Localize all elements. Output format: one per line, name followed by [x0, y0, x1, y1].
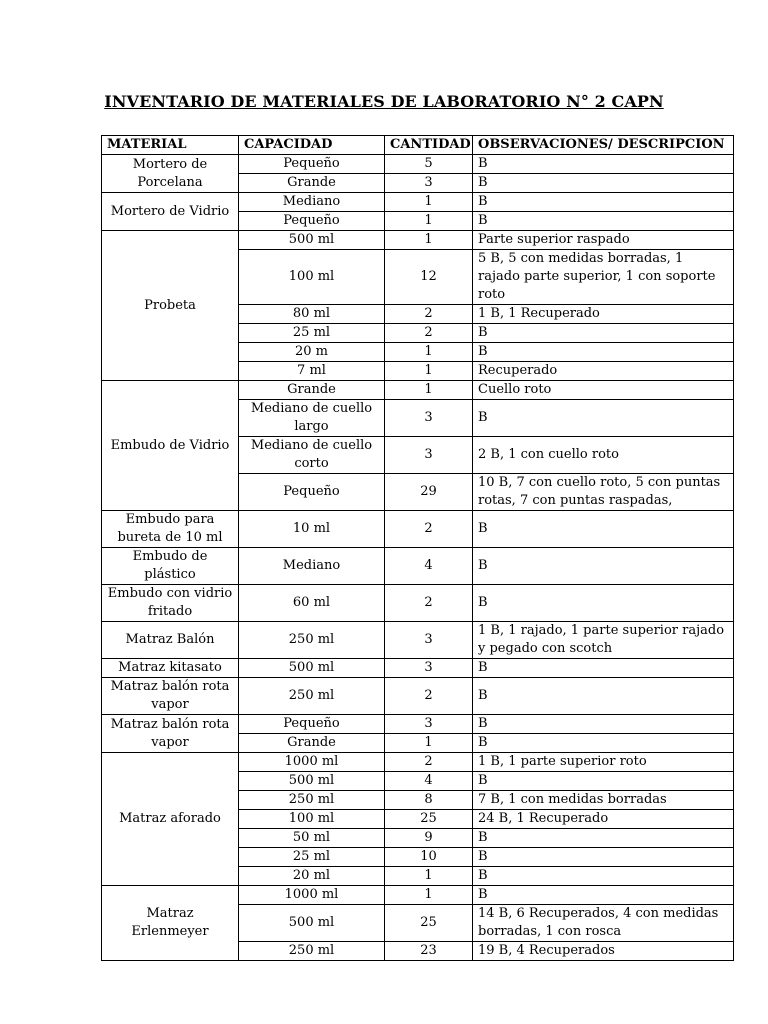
cantidad-cell: 29	[385, 474, 473, 511]
capacidad-cell: 20 m	[239, 343, 385, 362]
observaciones-cell: B	[473, 400, 734, 437]
observaciones-cell: 5 B, 5 con medidas borradas, 1 rajado parte superior, 1 con soporte roto	[473, 250, 734, 305]
observaciones-cell: B	[473, 343, 734, 362]
cantidad-cell: 25	[385, 810, 473, 829]
observaciones-cell: B	[473, 848, 734, 867]
capacidad-cell: 1000 ml	[239, 753, 385, 772]
cantidad-cell: 2	[385, 305, 473, 324]
capacidad-cell: 250 ml	[239, 622, 385, 659]
observaciones-cell: 10 B, 7 con cuello roto, 5 con puntas rotas, 7 con puntas raspadas,	[473, 474, 734, 511]
header-capacidad: CAPACIDAD	[239, 136, 385, 155]
material-cell: Embudo de Vidrio	[102, 381, 239, 511]
cantidad-cell: 3	[385, 400, 473, 437]
cantidad-cell: 5	[385, 155, 473, 174]
cantidad-cell: 2	[385, 324, 473, 343]
capacidad-cell: 25 ml	[239, 324, 385, 343]
observaciones-cell: Cuello roto	[473, 381, 734, 400]
capacidad-cell: 25 ml	[239, 848, 385, 867]
capacidad-cell: 10 ml	[239, 511, 385, 548]
material-cell: Probeta	[102, 231, 239, 381]
cantidad-cell: 12	[385, 250, 473, 305]
observaciones-cell: B	[473, 678, 734, 715]
header-material: MATERIAL	[102, 136, 239, 155]
header-cantidad: CANTIDAD	[385, 136, 473, 155]
capacidad-cell: Grande	[239, 174, 385, 193]
cantidad-cell: 10	[385, 848, 473, 867]
observaciones-cell: B	[473, 511, 734, 548]
observaciones-cell: Parte superior raspado	[473, 231, 734, 250]
table-header	[102, 136, 734, 155]
capacidad-cell: Pequeño	[239, 155, 385, 174]
observaciones-cell: B	[473, 585, 734, 622]
observaciones-cell: B	[473, 659, 734, 678]
capacidad-cell: 1000 ml	[239, 886, 385, 905]
table-row	[102, 548, 734, 585]
observaciones-cell: B	[473, 715, 734, 734]
observaciones-cell: B	[473, 772, 734, 791]
observaciones-cell: B	[473, 886, 734, 905]
capacidad-cell: 50 ml	[239, 829, 385, 848]
table-row	[102, 659, 734, 678]
observaciones-cell: 1 B, 1 parte superior roto	[473, 753, 734, 772]
table-row	[102, 155, 734, 174]
capacidad-cell: 250 ml	[239, 942, 385, 961]
observaciones-cell: B	[473, 324, 734, 343]
material-cell: Matraz Balón	[102, 622, 239, 659]
observaciones-cell: 2 B, 1 con cuello roto	[473, 437, 734, 474]
capacidad-cell: 100 ml	[239, 810, 385, 829]
cantidad-cell: 1	[385, 867, 473, 886]
observaciones-cell: B	[473, 829, 734, 848]
capacidad-cell: 500 ml	[239, 659, 385, 678]
material-cell: Embudo para bureta de 10 ml	[102, 511, 239, 548]
cantidad-cell: 3	[385, 622, 473, 659]
cantidad-cell: 2	[385, 585, 473, 622]
capacidad-cell: Pequeño	[239, 715, 385, 734]
capacidad-cell: Grande	[239, 734, 385, 753]
material-cell: Matraz balón rota vapor	[102, 678, 239, 715]
cantidad-cell: 2	[385, 678, 473, 715]
table-row	[102, 193, 734, 212]
material-cell: Matraz aforado	[102, 753, 239, 886]
observaciones-cell: Recuperado	[473, 362, 734, 381]
capacidad-cell: Mediano	[239, 548, 385, 585]
material-cell: Embudo de plástico	[102, 548, 239, 585]
page-title: INVENTARIO DE MATERIALES DE LABORATORIO N° 2 CAPN	[104, 92, 664, 111]
cantidad-cell: 4	[385, 548, 473, 585]
table-row	[102, 678, 734, 715]
table-row	[102, 585, 734, 622]
capacidad-cell: 60 ml	[239, 585, 385, 622]
table-body	[102, 155, 734, 961]
cantidad-cell: 3	[385, 659, 473, 678]
observaciones-cell: 1 B, 1 Recuperado	[473, 305, 734, 324]
observaciones-cell: B	[473, 734, 734, 753]
material-cell: Matraz Erlenmeyer	[102, 886, 239, 961]
cantidad-cell: 1	[385, 381, 473, 400]
cantidad-cell: 4	[385, 772, 473, 791]
cantidad-cell: 3	[385, 437, 473, 474]
cantidad-cell: 2	[385, 511, 473, 548]
material-cell: Mortero de Vidrio	[102, 193, 239, 231]
observaciones-cell: B	[473, 155, 734, 174]
capacidad-cell: 250 ml	[239, 791, 385, 810]
observaciones-cell: 7 B, 1 con medidas borradas	[473, 791, 734, 810]
capacidad-cell: 500 ml	[239, 772, 385, 791]
cantidad-cell: 1	[385, 193, 473, 212]
table-row	[102, 622, 734, 659]
cantidad-cell: 1	[385, 886, 473, 905]
table-row	[102, 511, 734, 548]
cantidad-cell: 3	[385, 715, 473, 734]
table-row	[102, 381, 734, 400]
observaciones-cell: 1 B, 1 rajado, 1 parte superior rajado y pegado con scotch	[473, 622, 734, 659]
observaciones-cell: B	[473, 193, 734, 212]
capacidad-cell: 80 ml	[239, 305, 385, 324]
capacidad-cell: Pequeño	[239, 212, 385, 231]
cantidad-cell: 1	[385, 362, 473, 381]
cantidad-cell: 2	[385, 753, 473, 772]
cantidad-cell: 8	[385, 791, 473, 810]
material-cell: Mortero de Porcelana	[102, 155, 239, 193]
observaciones-cell: 24 B, 1 Recuperado	[473, 810, 734, 829]
capacidad-cell: 100 ml	[239, 250, 385, 305]
cantidad-cell: 25	[385, 905, 473, 942]
capacidad-cell: 250 ml	[239, 678, 385, 715]
cantidad-cell: 1	[385, 212, 473, 231]
cantidad-cell: 9	[385, 829, 473, 848]
observaciones-cell: 19 B, 4 Recuperados	[473, 942, 734, 961]
table-row	[102, 231, 734, 250]
capacidad-cell: 7 ml	[239, 362, 385, 381]
capacidad-cell: Grande	[239, 381, 385, 400]
cantidad-cell: 1	[385, 231, 473, 250]
cantidad-cell: 1	[385, 343, 473, 362]
capacidad-cell: Mediano de cuello largo	[239, 400, 385, 437]
cantidad-cell: 3	[385, 174, 473, 193]
observaciones-cell: B	[473, 174, 734, 193]
cantidad-cell: 23	[385, 942, 473, 961]
table-row	[102, 753, 734, 772]
observaciones-cell: B	[473, 867, 734, 886]
table-row	[102, 886, 734, 905]
material-cell: Embudo con vidrio fritado	[102, 585, 239, 622]
observaciones-cell: B	[473, 548, 734, 585]
header-observaciones: OBSERVACIONES/ DESCRIPCION	[473, 136, 734, 155]
observaciones-cell: 14 B, 6 Recuperados, 4 con medidas borradas, 1 con rosca	[473, 905, 734, 942]
header-row	[102, 136, 734, 155]
cantidad-cell: 1	[385, 734, 473, 753]
capacidad-cell: 20 ml	[239, 867, 385, 886]
material-cell: Matraz balón rota vapor	[102, 715, 239, 753]
observaciones-cell: B	[473, 212, 734, 231]
capacidad-cell: Pequeño	[239, 474, 385, 511]
table-row	[102, 715, 734, 734]
capacidad-cell: 500 ml	[239, 905, 385, 942]
material-cell: Matraz kitasato	[102, 659, 239, 678]
capacidad-cell: Mediano	[239, 193, 385, 212]
capacidad-cell: Mediano de cuello corto	[239, 437, 385, 474]
capacidad-cell: 500 ml	[239, 231, 385, 250]
inventory-table	[101, 135, 734, 961]
